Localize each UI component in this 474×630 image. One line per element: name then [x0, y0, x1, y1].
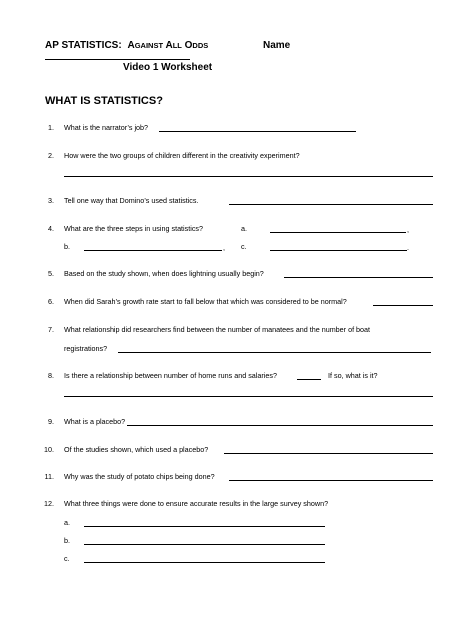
question-number: 1. [48, 123, 54, 132]
question-text: Why was the study of potato chips being done? [64, 472, 215, 481]
answer-line[interactable] [229, 204, 433, 205]
option-label-b: b. [64, 536, 70, 545]
answer-line[interactable] [64, 396, 433, 397]
option-label-b: b. [64, 242, 70, 251]
header-title [45, 40, 208, 51]
question-number: 11. [44, 472, 54, 481]
option-label-a: a. [241, 224, 247, 233]
answer-line-b[interactable] [84, 544, 325, 545]
answer-line[interactable] [284, 277, 433, 278]
answer-line[interactable] [118, 352, 431, 353]
question-text: Based on the study shown, when does lightning usually begin? [64, 269, 264, 278]
question-text: What is a placebo? [64, 417, 126, 426]
question-text-followup: If so, what is it? [328, 371, 378, 380]
question-text: Of the studies shown, which used a placebo? [64, 445, 209, 454]
answer-line[interactable] [64, 176, 433, 177]
answer-line[interactable] [373, 305, 433, 306]
answer-line[interactable] [224, 453, 433, 454]
question-number: 6. [48, 297, 54, 306]
question-text: What three things were done to ensure accurate results in the large survey shown? [64, 499, 329, 508]
answer-line[interactable] [159, 131, 356, 132]
question-number: 10. [44, 445, 54, 454]
option-label-c: c. [64, 554, 70, 563]
question-number: 12. [44, 499, 54, 508]
question-number: 4. [48, 224, 54, 233]
question-text: What is the narrator’s job? [64, 123, 149, 132]
worksheet-title: Video 1 Worksheet [123, 62, 213, 73]
course-label: AP STATISTICS: [45, 40, 122, 51]
answer-line-c[interactable] [84, 562, 325, 563]
question-text-continued: registrations? [64, 344, 108, 353]
question-text: What are the three steps in using statistics? [64, 224, 204, 233]
option-label-c: c. [241, 242, 247, 251]
answer-line-a[interactable] [84, 526, 325, 527]
question-number: 8. [48, 371, 54, 380]
question-number: 2. [48, 151, 54, 160]
option-label-a: a. [64, 518, 70, 527]
question-number: 3. [48, 196, 54, 205]
answer-line-a[interactable] [270, 232, 406, 233]
question-text: What relationship did researchers find between the number of manatees and the number of boat [64, 325, 371, 334]
question-number: 5. [48, 269, 54, 278]
comma: , [223, 243, 225, 252]
name-label: Name [263, 40, 291, 51]
answer-line-c[interactable] [270, 250, 407, 251]
question-number: 7. [48, 325, 54, 334]
answer-line-b[interactable] [84, 250, 222, 251]
answer-line-short[interactable] [297, 379, 321, 380]
name-line[interactable] [45, 59, 190, 60]
series-title: AGAINST ALL ODDS [127, 40, 209, 51]
question-text: Is there a relationship between number of home runs and salaries? [64, 371, 277, 380]
question-number: 9. [48, 417, 54, 426]
question-text: Tell one way that Domino’s used statistics. [64, 196, 199, 205]
question-text: When did Sarah’s growth rate start to fall below that which was considered to be normal? [64, 297, 347, 306]
comma: , [407, 225, 409, 234]
answer-line[interactable] [127, 425, 433, 426]
answer-line[interactable] [229, 480, 433, 481]
section-title: WHAT IS STATISTICS? [45, 95, 163, 107]
question-text: How were the two groups of children different in the creativity experiment? [64, 151, 300, 160]
period: . [407, 243, 409, 252]
